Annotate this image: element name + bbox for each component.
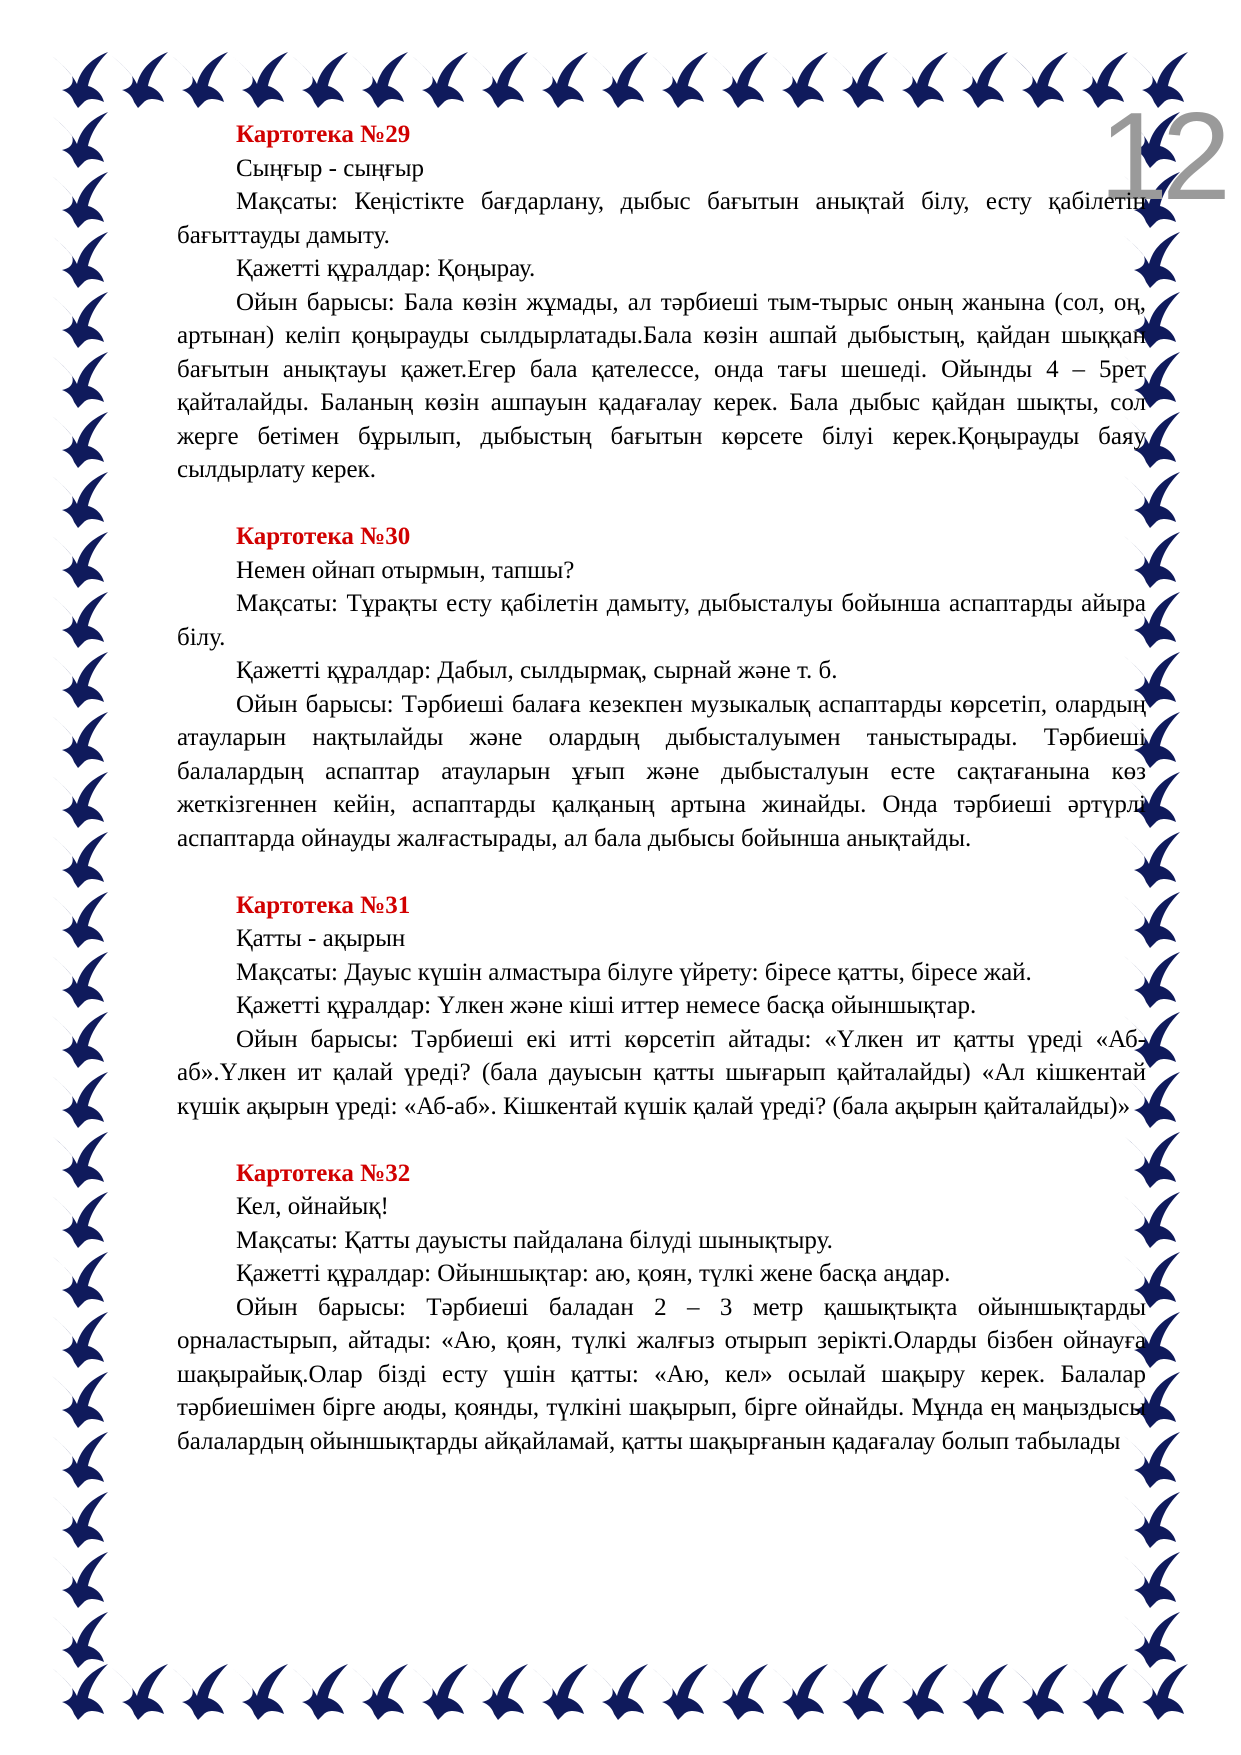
swallow-icon bbox=[52, 712, 108, 768]
swallow-icon bbox=[412, 52, 468, 108]
document-body bbox=[177, 118, 1146, 1492]
page-number: 12 bbox=[1099, 88, 1225, 226]
swallow-icon bbox=[772, 1664, 828, 1720]
swallow-icon bbox=[52, 892, 108, 948]
swallow-icon bbox=[1124, 1612, 1180, 1668]
swallow-icon bbox=[52, 232, 108, 288]
card-title: Картотека №29 bbox=[236, 121, 411, 148]
swallow-icon bbox=[52, 112, 108, 168]
swallow-icon bbox=[772, 52, 828, 108]
swallow-icon bbox=[712, 52, 768, 108]
swallow-icon bbox=[52, 772, 108, 828]
game-process: Ойын барысы: Тәрбиеші екі итті көрсетіп айтады: «Үлкен ит қатты үреді «Аб-аб».Үлкен ит қалай үреді? (бала дауысын қатты шығарып қайталайды) «Ал кішкентай күшік ақырын үреді: «Аб-аб». Кішкентай күшік қалай үреді? (бала ақырын қайталайды)» bbox=[177, 1025, 1146, 1120]
swallow-icon bbox=[52, 1492, 108, 1548]
swallow-icon bbox=[712, 1664, 768, 1720]
swallow-icon bbox=[52, 1612, 108, 1668]
swallow-icon bbox=[52, 352, 108, 408]
card-29 bbox=[177, 118, 1146, 487]
game-tools: Қажетті құралдар: Ойыншықтар: аю, қоян, түлкі жене басқа аңдар. bbox=[236, 1260, 951, 1287]
swallow-icon bbox=[592, 52, 648, 108]
swallow-icon bbox=[52, 952, 108, 1008]
swallow-icon bbox=[832, 1664, 888, 1720]
swallow-icon bbox=[1012, 1664, 1068, 1720]
game-goal: Мақсаты: Кеңістікте бағдарлану, дыбыс бағытын анықтай білу, есту қабілетін бағыттауды дамыту. bbox=[177, 188, 1146, 249]
swallow-icon bbox=[52, 1372, 108, 1428]
swallow-icon bbox=[52, 1012, 108, 1068]
swallow-icon bbox=[472, 1664, 528, 1720]
swallow-icon bbox=[832, 52, 888, 108]
game-goal: Мақсаты: Тұрақты есту қабілетін дамыту, дыбысталуы бойынша аспаптарды айыра білу. bbox=[177, 590, 1146, 651]
swallow-icon bbox=[52, 1072, 108, 1128]
swallow-icon bbox=[52, 1132, 108, 1188]
swallow-icon bbox=[952, 1664, 1008, 1720]
swallow-icon bbox=[112, 52, 168, 108]
card-32 bbox=[177, 1157, 1146, 1459]
swallow-icon bbox=[352, 1664, 408, 1720]
swallow-icon bbox=[1132, 1664, 1188, 1720]
swallow-icon bbox=[52, 472, 108, 528]
game-goal: Мақсаты: Қатты дауысты пайдалана білуді шынықтыру. bbox=[236, 1226, 833, 1254]
game-tools: Қажетті құралдар: Дабыл, сылдырмақ, сырнай және т. б. bbox=[236, 657, 838, 684]
swallow-icon bbox=[952, 52, 1008, 108]
game-tools: Қажетті құралдар: Үлкен және кіші иттер немесе басқа ойыншықтар. bbox=[236, 992, 977, 1019]
card-title: Картотека №30 bbox=[236, 523, 411, 550]
swallow-icon bbox=[232, 1664, 288, 1720]
swallow-icon bbox=[52, 832, 108, 888]
swallow-icon bbox=[1124, 1552, 1180, 1608]
swallow-icon bbox=[52, 172, 108, 228]
swallow-icon bbox=[412, 1664, 468, 1720]
card-30 bbox=[177, 520, 1146, 855]
game-name: Қатты - ақырын bbox=[236, 925, 406, 952]
card-31 bbox=[177, 889, 1146, 1124]
swallow-icon bbox=[52, 1192, 108, 1248]
swallow-icon bbox=[892, 1664, 948, 1720]
game-goal: Мақсаты: Дауыс күшін алмастыра білуге үйрету: біресе қатты, біресе жай. bbox=[236, 958, 1032, 986]
swallow-icon bbox=[292, 52, 348, 108]
swallow-icon bbox=[292, 1664, 348, 1720]
swallow-icon bbox=[52, 532, 108, 588]
swallow-icon bbox=[52, 1552, 108, 1608]
swallow-icon bbox=[52, 1664, 108, 1720]
game-process: Ойын барысы: Бала көзін жұмады, ал тәрбиеші тым-тырыс оның жанына (сол, оң, артынан) келіп қоңырауды сылдырлатады.Бала көзін ашпай дыбыстың, қайдан шыққан бағытын анықтауы қажет.Егер бала қателессе, онда тағы шешеді. Ойынды 4 – 5рет қайталайды. Баланың көзін ашпауын қадағалау керек. Бала дыбыс қайдан шықты, сол жерге бетімен бұрылып, дыбыстың бағытын көрсете білуі керек.Қоңырауды баяу сылдырлату керек. bbox=[177, 288, 1146, 483]
swallow-icon bbox=[652, 1664, 708, 1720]
card-title: Картотека №32 bbox=[236, 1159, 411, 1187]
swallow-icon bbox=[52, 652, 108, 708]
game-name: Кел, ойнайық! bbox=[236, 1193, 389, 1220]
game-process: Ойын барысы: Тәрбиеші баладан 2 – 3 метр қашықтықта ойыншықтарды орналастырып, айтады: «Аю, қоян, түлкі жалғыз отырып зерікті.Оларды бізбен ойнауға шақырайық.Олар бізді есту үшін қатты: «Аю, кел» осылай шақыру керек. Балалар тәрбиешімен бірге аюды, қоянды, түлкіні шақырып, бірге ойнайды. Мұнда ең маңыздысы балалардың ойыншықтарды айқайламай, қатты шақырғанын қадағалау болып табылады bbox=[177, 1293, 1146, 1455]
swallow-icon bbox=[592, 1664, 648, 1720]
swallow-icon bbox=[172, 52, 228, 108]
swallow-icon bbox=[52, 1312, 108, 1368]
game-name: Немен ойнап отырмын, тапшы? bbox=[236, 556, 575, 584]
swallow-icon bbox=[52, 412, 108, 468]
swallow-icon bbox=[652, 52, 708, 108]
swallow-icon bbox=[472, 52, 528, 108]
swallow-icon bbox=[172, 1664, 228, 1720]
swallow-icon bbox=[52, 52, 108, 108]
swallow-icon bbox=[112, 1664, 168, 1720]
swallow-icon bbox=[52, 1432, 108, 1488]
swallow-icon bbox=[1072, 1664, 1128, 1720]
card-title: Картотека №31 bbox=[236, 891, 411, 919]
swallow-icon bbox=[532, 52, 588, 108]
game-tools: Қажетті құралдар: Қоңырау. bbox=[236, 255, 536, 282]
swallow-icon bbox=[232, 52, 288, 108]
swallow-icon bbox=[52, 592, 108, 648]
game-process: Ойын барысы: Тәрбиеші балаға кезекпен музыкалық аспаптарды көрсетіп, олардың атауларын нақтылайды және олардың дыбысталуымен таныстырады. Тәрбиеші балалардың аспаптар атауларын ұғып және дыбысталуын есте сақтағанына көз жеткізгеннен кейін, аспаптарды қалқаның артына жинайды. Онда тәрбиеші әртүрлі аспаптарда ойнауды жалғастырады, ал бала дыбысы бойынша анықтайды. bbox=[177, 690, 1146, 852]
swallow-icon bbox=[52, 292, 108, 348]
swallow-icon bbox=[52, 1252, 108, 1308]
swallow-icon bbox=[1124, 1492, 1180, 1548]
swallow-icon bbox=[352, 52, 408, 108]
game-name: Сыңғыр - сыңғыр bbox=[236, 154, 425, 182]
swallow-icon bbox=[892, 52, 948, 108]
swallow-icon bbox=[532, 1664, 588, 1720]
swallow-icon bbox=[1012, 52, 1068, 108]
